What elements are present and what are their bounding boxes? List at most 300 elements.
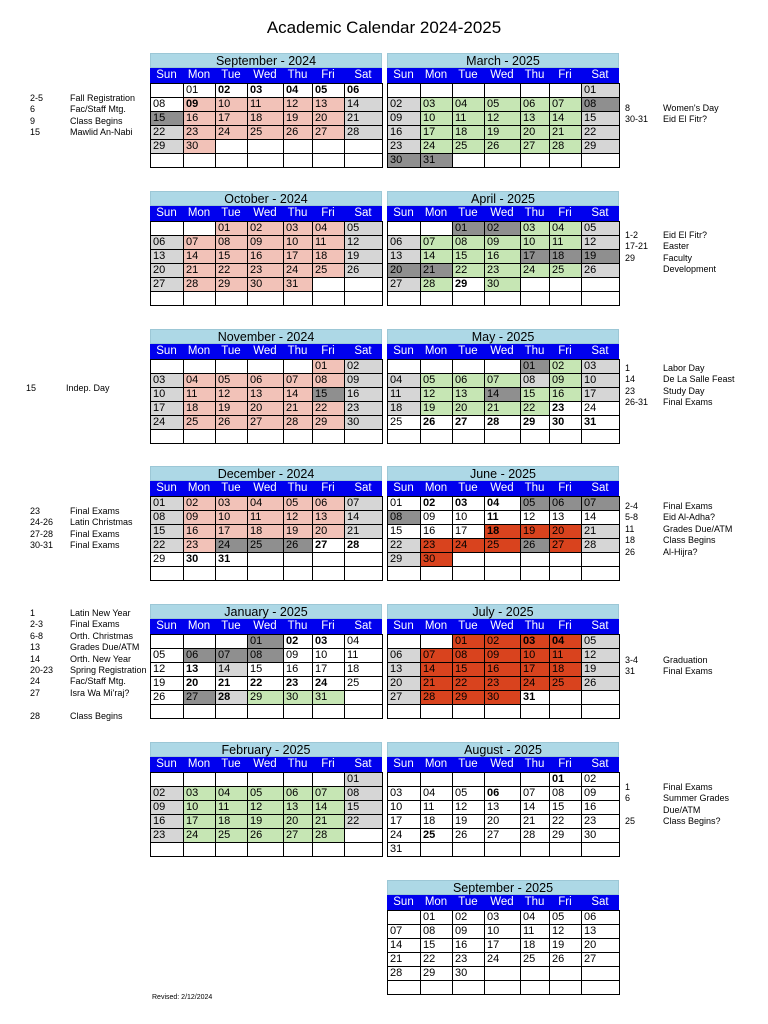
empty-cell: [388, 705, 421, 719]
day-cell: 26: [345, 264, 383, 278]
day-cell: 08: [388, 511, 421, 525]
note-date: 29: [625, 252, 636, 263]
day-cell: 17: [582, 388, 620, 402]
day-cell: 01: [151, 497, 184, 511]
month-days-table: [387, 910, 620, 995]
empty-cell: [550, 430, 582, 444]
note-item: [625, 793, 743, 816]
empty-cell: [216, 360, 248, 374]
day-cell: 26: [582, 677, 620, 691]
day-cell: 31: [216, 553, 248, 567]
day-cell: 28: [184, 278, 216, 292]
day-cell: 07: [284, 374, 313, 388]
note-text: Grades Due/ATM: [663, 523, 733, 534]
day-cell: 27: [521, 140, 550, 154]
day-cell: 27: [284, 829, 313, 843]
weekday-label: Tue: [221, 207, 241, 219]
week-row: [151, 677, 383, 691]
day-cell: 12: [485, 112, 521, 126]
empty-cell: [550, 967, 582, 981]
empty-cell: [582, 843, 620, 857]
day-cell: 05: [345, 222, 383, 236]
week-row: [388, 278, 620, 292]
day-cell: 12: [284, 98, 313, 112]
empty-cell: [521, 278, 550, 292]
note-item: [625, 114, 743, 125]
weekday-label: Tue: [458, 207, 478, 219]
day-cell: 05: [216, 374, 248, 388]
note-item: [625, 512, 743, 523]
weekday-label: Thu: [524, 207, 545, 219]
day-cell: 03: [453, 497, 485, 511]
day-cell: 28: [421, 278, 453, 292]
day-cell: 01: [388, 497, 421, 511]
month-days-table: [150, 221, 383, 306]
day-cell: 29: [151, 553, 184, 567]
day-cell: 14: [521, 801, 550, 815]
day-cell: 29: [453, 691, 485, 705]
empty-cell: [184, 635, 216, 649]
empty-cell: [582, 691, 620, 705]
month-june-2025: [387, 466, 619, 581]
month-title: July - 2025: [387, 604, 619, 619]
day-cell: 16: [284, 663, 313, 677]
day-cell: 18: [550, 663, 582, 677]
day-cell: 04: [550, 635, 582, 649]
month-days-table: [387, 83, 620, 168]
empty-cell: [421, 292, 453, 306]
note-item: [30, 676, 170, 687]
day-cell: 21: [216, 677, 248, 691]
weekday-header: [150, 206, 382, 221]
weekday-label: Thu: [524, 345, 545, 357]
empty-cell: [388, 430, 421, 444]
empty-cell: [421, 430, 453, 444]
day-cell: 17: [388, 815, 421, 829]
day-cell: 28: [345, 539, 383, 553]
day-cell: 25: [248, 126, 284, 140]
day-cell: 09: [421, 511, 453, 525]
day-cell: 12: [421, 388, 453, 402]
note-item: [625, 374, 743, 385]
week-row: [388, 567, 620, 581]
weekday-label: Sat: [591, 896, 609, 908]
week-row: [388, 98, 620, 112]
month-october-2024: [150, 191, 382, 306]
day-cell: 23: [550, 402, 582, 416]
day-cell: 21: [313, 815, 345, 829]
weekday-label: Tue: [458, 69, 478, 81]
month-days-table: [150, 83, 383, 168]
day-cell: 07: [216, 649, 248, 663]
week-row: [151, 140, 383, 154]
weekday-label: Sat: [354, 758, 372, 770]
week-row: [388, 691, 620, 705]
weekday-label: Sun: [393, 207, 414, 219]
empty-cell: [388, 292, 421, 306]
day-cell: 25: [216, 829, 248, 843]
empty-cell: [453, 705, 485, 719]
day-cell: 17: [421, 126, 453, 140]
day-cell: 23: [582, 815, 620, 829]
week-row: [388, 705, 620, 719]
day-cell: 04: [248, 497, 284, 511]
weekday-label: Thu: [524, 69, 545, 81]
empty-cell: [521, 967, 550, 981]
day-cell: 15: [151, 112, 184, 126]
day-cell: 26: [151, 691, 184, 705]
day-cell: 12: [550, 925, 582, 939]
week-row: [388, 222, 620, 236]
weekday-label: Fri: [321, 758, 335, 770]
note-date: 18: [625, 535, 636, 546]
note-item: [30, 127, 170, 138]
empty-cell: [453, 84, 485, 98]
day-cell: 08: [151, 511, 184, 525]
day-cell: 14: [184, 250, 216, 264]
day-cell: 10: [151, 388, 184, 402]
weekday-label: Mon: [424, 345, 448, 357]
empty-cell: [550, 843, 582, 857]
day-cell: 02: [453, 911, 485, 925]
week-row: [388, 154, 620, 168]
day-cell: 22: [216, 264, 248, 278]
empty-cell: [284, 553, 313, 567]
week-row: [388, 430, 620, 444]
day-cell: 29: [313, 416, 345, 430]
empty-cell: [151, 292, 184, 306]
empty-cell: [345, 705, 383, 719]
empty-cell: [284, 567, 313, 581]
empty-cell: [248, 567, 284, 581]
note-item: [30, 619, 170, 630]
day-cell: 24: [388, 829, 421, 843]
weekday-header: [150, 344, 382, 359]
empty-cell: [345, 567, 383, 581]
day-cell: 26: [521, 539, 550, 553]
weekday-label: Sat: [591, 207, 609, 219]
note-item: [30, 608, 170, 619]
day-cell: 19: [453, 815, 485, 829]
note-date: 30-31: [30, 540, 54, 551]
empty-cell: [582, 292, 620, 306]
empty-cell: [521, 843, 550, 857]
day-cell: 22: [550, 815, 582, 829]
weekday-label: Sun: [393, 345, 414, 357]
day-cell: 01: [216, 222, 248, 236]
empty-cell: [388, 567, 421, 581]
empty-cell: [388, 222, 421, 236]
day-cell: 17: [151, 402, 184, 416]
day-cell: 08: [521, 374, 550, 388]
day-cell: 11: [550, 649, 582, 663]
empty-cell: [388, 911, 421, 925]
day-cell: 11: [421, 801, 453, 815]
day-cell: 29: [582, 140, 620, 154]
note-text: Grades Due/ATM: [70, 642, 140, 653]
empty-cell: [151, 430, 184, 444]
day-cell: 31: [284, 278, 313, 292]
day-cell: 16: [582, 801, 620, 815]
day-cell: 05: [582, 635, 620, 649]
note-item: [30, 116, 170, 127]
empty-cell: [582, 967, 620, 981]
empty-cell: [453, 773, 485, 787]
day-cell: 29: [453, 278, 485, 292]
empty-cell: [345, 843, 383, 857]
day-cell: 16: [184, 112, 216, 126]
note-date: 27-28: [30, 528, 54, 539]
day-cell: 06: [521, 98, 550, 112]
empty-cell: [151, 773, 184, 787]
day-cell: 22: [313, 402, 345, 416]
day-cell: 14: [582, 511, 620, 525]
day-cell: 06: [313, 497, 345, 511]
day-cell: 29: [216, 278, 248, 292]
day-cell: 27: [582, 953, 620, 967]
note-text: Final Exams: [663, 397, 713, 408]
day-cell: 09: [453, 925, 485, 939]
day-cell: 21: [284, 402, 313, 416]
week-row: [388, 511, 620, 525]
note-item: [30, 540, 170, 551]
empty-cell: [284, 430, 313, 444]
empty-cell: [582, 567, 620, 581]
day-cell: 13: [313, 511, 345, 525]
weekday-label: Thu: [287, 620, 308, 632]
month-july-2025: [387, 604, 619, 719]
empty-cell: [521, 553, 550, 567]
empty-cell: [216, 430, 248, 444]
week-row: [388, 829, 620, 843]
day-cell: 27: [388, 278, 421, 292]
week-row: [151, 843, 383, 857]
note-item: [30, 642, 170, 653]
week-row: [151, 430, 383, 444]
note-item: [625, 230, 743, 241]
weekday-label: Thu: [524, 758, 545, 770]
note-text: Class Begins: [663, 535, 716, 546]
day-cell: 23: [485, 264, 521, 278]
note-date: 23: [625, 385, 636, 396]
week-row: [388, 416, 620, 430]
empty-cell: [284, 705, 313, 719]
note-text: Faculty Development: [663, 252, 717, 275]
day-cell: 16: [421, 525, 453, 539]
day-cell: 03: [313, 635, 345, 649]
week-row: [388, 677, 620, 691]
day-cell: 02: [216, 84, 248, 98]
day-cell: 25: [248, 539, 284, 553]
empty-cell: [313, 278, 345, 292]
weekday-label: Tue: [221, 345, 241, 357]
notes-right-group: [625, 103, 743, 126]
day-cell: 06: [453, 374, 485, 388]
note-date: 14: [625, 374, 636, 385]
week-row: [151, 416, 383, 430]
empty-cell: [284, 154, 313, 168]
day-cell: 24: [151, 416, 184, 430]
day-cell: 26: [550, 953, 582, 967]
week-row: [151, 292, 383, 306]
day-cell: 26: [421, 416, 453, 430]
weekday-label: Sun: [393, 758, 414, 770]
weekday-header: [150, 757, 382, 772]
day-cell: 25: [550, 677, 582, 691]
day-cell: 08: [550, 787, 582, 801]
day-cell: 30: [485, 691, 521, 705]
day-cell: 23: [184, 539, 216, 553]
note-text: Orth. Christmas: [70, 630, 134, 641]
day-cell: 11: [485, 511, 521, 525]
note-date: 26-31: [625, 397, 649, 408]
empty-cell: [345, 553, 383, 567]
week-row: [388, 388, 620, 402]
month-title: September - 2024: [150, 53, 382, 68]
month-november-2024: [150, 329, 382, 444]
day-cell: 12: [284, 511, 313, 525]
weekday-label: Thu: [524, 482, 545, 494]
day-cell: 26: [485, 140, 521, 154]
empty-cell: [248, 553, 284, 567]
day-cell: 11: [216, 801, 248, 815]
day-cell: 13: [248, 388, 284, 402]
day-cell: 28: [485, 416, 521, 430]
week-row: [388, 939, 620, 953]
week-row: [388, 663, 620, 677]
empty-cell: [453, 553, 485, 567]
week-row: [151, 787, 383, 801]
week-row: [388, 925, 620, 939]
day-cell: 24: [216, 126, 248, 140]
day-cell: 01: [313, 360, 345, 374]
note-item: [30, 517, 170, 528]
day-cell: 11: [313, 236, 345, 250]
weekday-header: [387, 68, 619, 83]
notes-left-group: [26, 383, 166, 394]
weekday-label: Tue: [458, 345, 478, 357]
empty-cell: [421, 981, 453, 995]
weekday-label: Thu: [287, 207, 308, 219]
empty-cell: [485, 967, 521, 981]
day-cell: 06: [248, 374, 284, 388]
notes-right-group: [625, 782, 743, 828]
day-cell: 01: [184, 84, 216, 98]
day-cell: 16: [550, 388, 582, 402]
week-row: [151, 801, 383, 815]
day-cell: 20: [485, 815, 521, 829]
note-text: Eid El Fitr?: [663, 230, 708, 240]
day-cell: 23: [453, 953, 485, 967]
day-cell: 01: [582, 84, 620, 98]
day-cell: 18: [248, 525, 284, 539]
note-item: [625, 547, 743, 558]
day-cell: 02: [550, 360, 582, 374]
empty-cell: [216, 567, 248, 581]
week-row: [388, 911, 620, 925]
week-row: [151, 497, 383, 511]
empty-cell: [248, 430, 284, 444]
empty-cell: [216, 705, 248, 719]
day-cell: 03: [421, 98, 453, 112]
day-cell: 26: [284, 539, 313, 553]
empty-cell: [550, 553, 582, 567]
weekday-label: Wed: [490, 620, 514, 632]
week-row: [151, 691, 383, 705]
day-cell: 25: [388, 416, 421, 430]
month-september-2025: [387, 880, 619, 995]
note-text: Fall Registration: [70, 93, 136, 103]
page-title: Academic Calendar 2024-2025: [266, 18, 502, 37]
day-cell: 10: [521, 236, 550, 250]
month-title: October - 2024: [150, 191, 382, 206]
day-cell: 15: [550, 801, 582, 815]
note-item: [30, 699, 170, 710]
day-cell: 04: [453, 98, 485, 112]
empty-cell: [284, 360, 313, 374]
empty-cell: [184, 567, 216, 581]
empty-cell: [248, 843, 284, 857]
day-cell: 31: [521, 691, 550, 705]
day-cell: 04: [313, 222, 345, 236]
weekday-label: Fri: [321, 345, 335, 357]
day-cell: 29: [388, 553, 421, 567]
day-cell: 20: [453, 402, 485, 416]
note-date: 11: [625, 523, 635, 534]
day-cell: 13: [485, 801, 521, 815]
note-item: [625, 782, 743, 793]
day-cell: 08: [421, 925, 453, 939]
weekday-label: Mon: [424, 896, 448, 908]
day-cell: 21: [345, 112, 383, 126]
week-row: [388, 292, 620, 306]
month-title: September - 2025: [387, 880, 619, 895]
week-row: [388, 843, 620, 857]
note-date: 6: [30, 104, 36, 115]
day-cell: 16: [485, 250, 521, 264]
day-cell: 02: [345, 360, 383, 374]
day-cell: 19: [485, 126, 521, 140]
day-cell: 27: [313, 126, 345, 140]
note-date: 2-3: [30, 619, 44, 630]
day-cell: 12: [453, 801, 485, 815]
day-cell: 03: [388, 787, 421, 801]
week-row: [388, 635, 620, 649]
note-date: 24: [30, 676, 41, 687]
day-cell: 13: [184, 663, 216, 677]
week-row: [151, 511, 383, 525]
note-date: 1: [625, 782, 631, 792]
day-cell: 18: [184, 402, 216, 416]
weekday-label: Thu: [287, 69, 308, 81]
note-item: [30, 654, 170, 665]
weekday-label: Tue: [458, 758, 478, 770]
day-cell: 28: [388, 967, 421, 981]
month-days-table: [387, 359, 620, 444]
month-title: April - 2025: [387, 191, 619, 206]
day-cell: 06: [151, 236, 184, 250]
note-date: 13: [30, 642, 41, 653]
month-title: February - 2025: [150, 742, 382, 757]
day-cell: 23: [421, 539, 453, 553]
day-cell: 15: [216, 250, 248, 264]
day-cell: 18: [388, 402, 421, 416]
day-cell: 08: [151, 98, 184, 112]
empty-cell: [421, 843, 453, 857]
day-cell: 19: [345, 250, 383, 264]
day-cell: 10: [313, 649, 345, 663]
note-text: Final Exams: [663, 666, 713, 677]
